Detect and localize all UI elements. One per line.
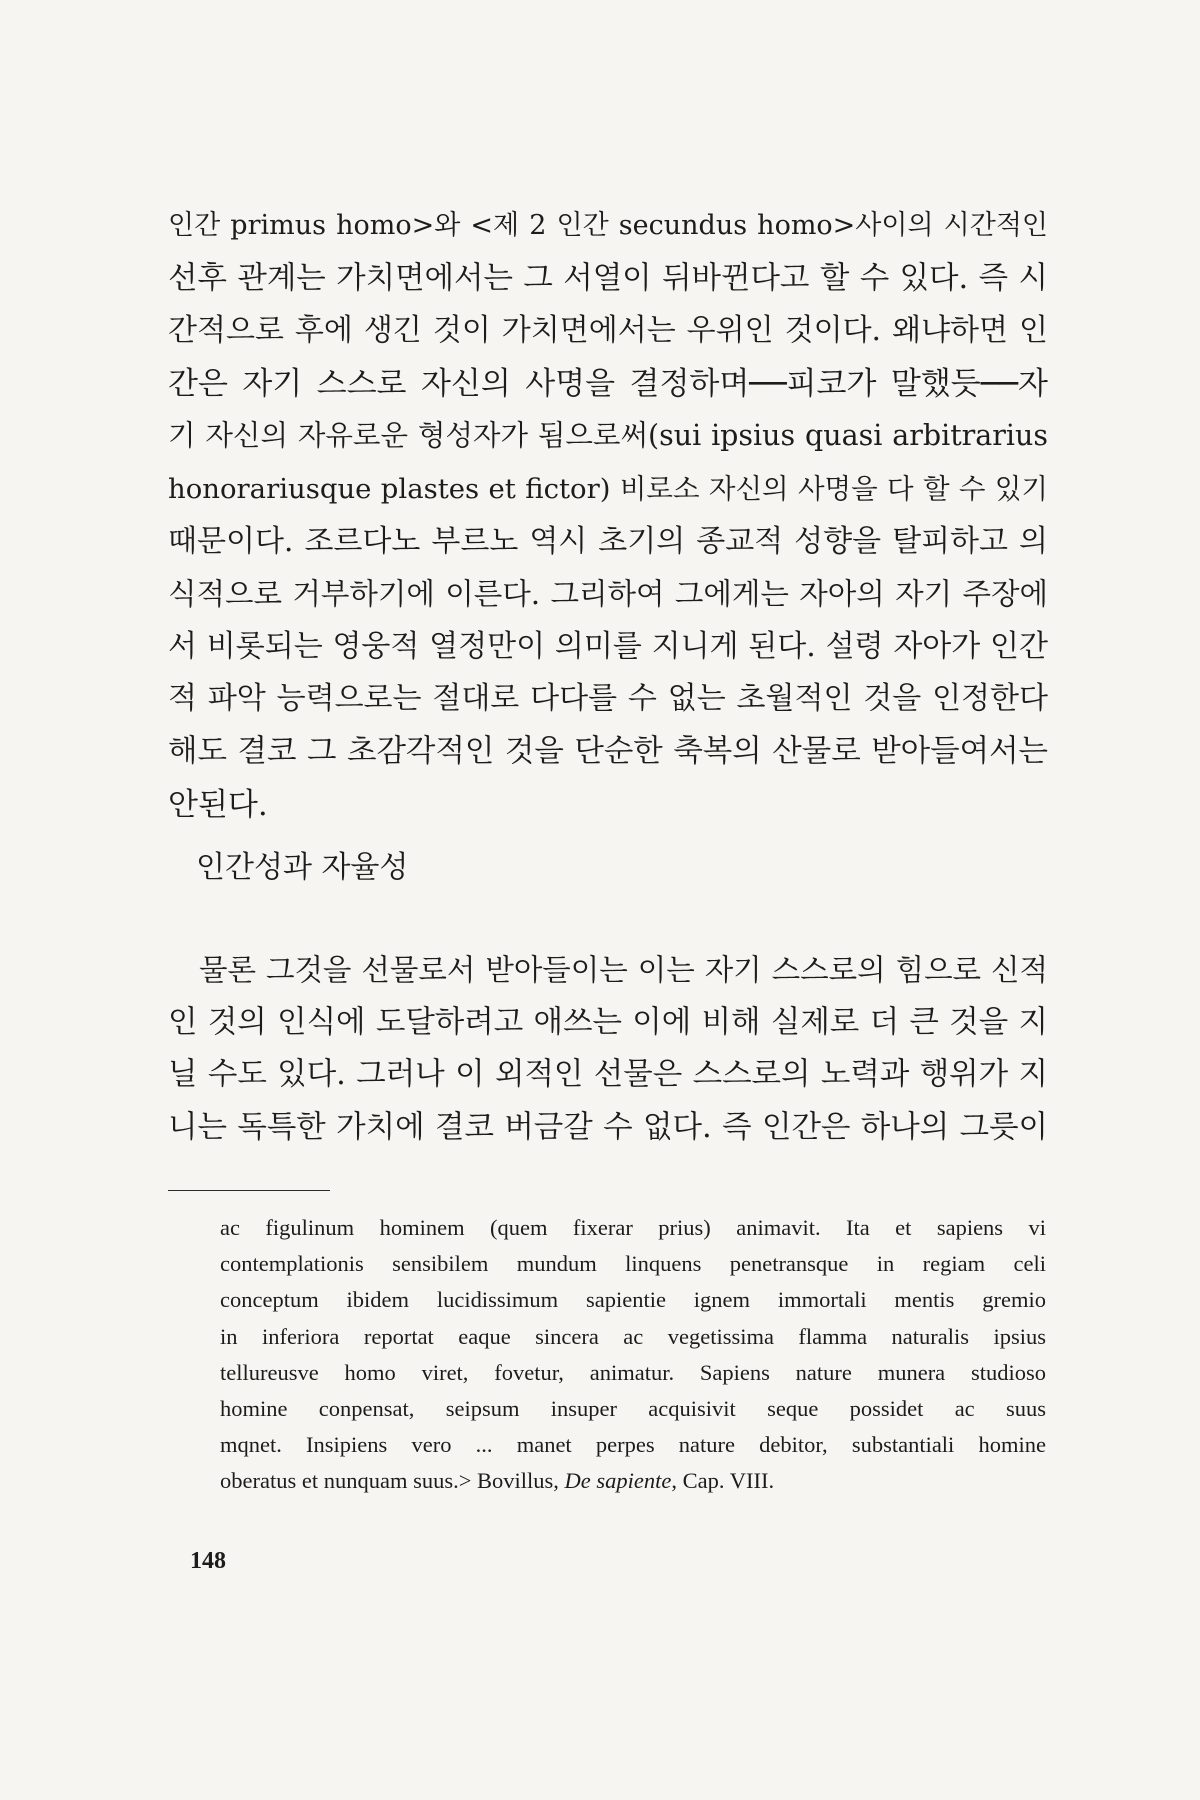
text-line: honorariusque plastes et fictor) 비로소 자신의 사명을 다 할 수 있기	[168, 472, 1048, 505]
footnote-citation-prefix: oberatus et nunquam suus.> Bovillus,	[220, 1468, 565, 1494]
footnote-line: contemplationis sensibilem mundum linquens penetransque in regiam celi	[220, 1251, 1046, 1277]
footnote-line: ac figulinum hominem (quem fixerar prius) animavit. Ita et sapiens vi	[220, 1215, 1046, 1240]
footnote-separator	[168, 1190, 330, 1191]
text-line: 기 자신의 자유로운 형성자가 됨으로써(sui ipsius quasi arbitrarius	[168, 419, 1048, 453]
page-number: 148	[190, 1548, 226, 1574]
text-line: 간은 자기 스스로 자신의 사명을 결정하며──피코가 말했듯──자	[168, 365, 1048, 402]
footnote-line: in inferiora reportat eaque sincera ac vegetissima flamma naturalis ipsius	[220, 1323, 1046, 1349]
text-line: 선후 관계는 가치면에서는 그 서열이 뒤바뀐다고 할 수 있다. 즉 시	[168, 260, 1048, 296]
section-heading: 인간성과 자율성	[196, 850, 409, 885]
footnote-last-line	[220, 1463, 1046, 1499]
body-paragraph-2	[168, 944, 1048, 1154]
footnote-citation-suffix: , Cap. VIII.	[671, 1468, 775, 1494]
text-line: 물론 그것을 선물로서 받아들이는 이는 자기 스스로의 힘으로 신적	[199, 953, 1048, 987]
footnote-line: mqnet. Insipiens vero ... manet perpes nature debitor, substantiali homine	[220, 1432, 1046, 1458]
footnote-line: tellureusve homo viret, fovetur, animatur. Sapiens nature munera studioso	[220, 1359, 1046, 1385]
footnote-line: conceptum ibidem lucidissimum sapientie ignem immortali mentis gremio	[220, 1287, 1046, 1313]
text-line: 니는 독특한 가치에 결코 버금갈 수 없다. 즉 인간은 하나의 그릇이	[168, 1109, 1048, 1145]
text-line: 인간 primus homo>와 <제 2 인간 secundus homo>사이의 시간적인	[168, 210, 1048, 241]
footnote-book-title: De sapiente	[564, 1468, 672, 1494]
text-line: 적 파악 능력으로는 절대로 다다를 수 없는 초월적인 것을 인정한다	[168, 681, 1048, 717]
text-line: 서 비롯되는 영웅적 열정만이 의미를 지니게 된다. 설령 자아가 인간	[168, 628, 1048, 664]
body-paragraph-1	[168, 200, 1048, 831]
text-line: 닐 수도 있다. 그러나 이 외적인 선물은 스스로의 노력과 행위가 지	[168, 1057, 1048, 1093]
text-line: 안된다.	[168, 786, 268, 823]
text-line: 때문이다. 조르다노 부르노 역시 초기의 종교적 성향을 탈피하고 의	[168, 523, 1048, 559]
text-line: 해도 결코 그 초감각적인 것을 단순한 축복의 산물로 받아들여서는	[168, 733, 1048, 769]
text-line: 인 것의 인식에 도달하려고 애쓰는 이에 비해 실제로 더 큰 것을 지	[168, 1004, 1048, 1040]
text-line: 식적으로 거부하기에 이른다. 그리하여 그에게는 자아의 자기 주장에	[168, 577, 1048, 612]
footnote-line: homine conpensat, seipsum insuper acquisivit seque possidet ac suus	[220, 1396, 1046, 1422]
text-line: 간적으로 후에 생긴 것이 가치면에서는 우위인 것이다. 왜냐하면 인	[168, 313, 1048, 349]
footnote	[220, 1210, 1046, 1500]
